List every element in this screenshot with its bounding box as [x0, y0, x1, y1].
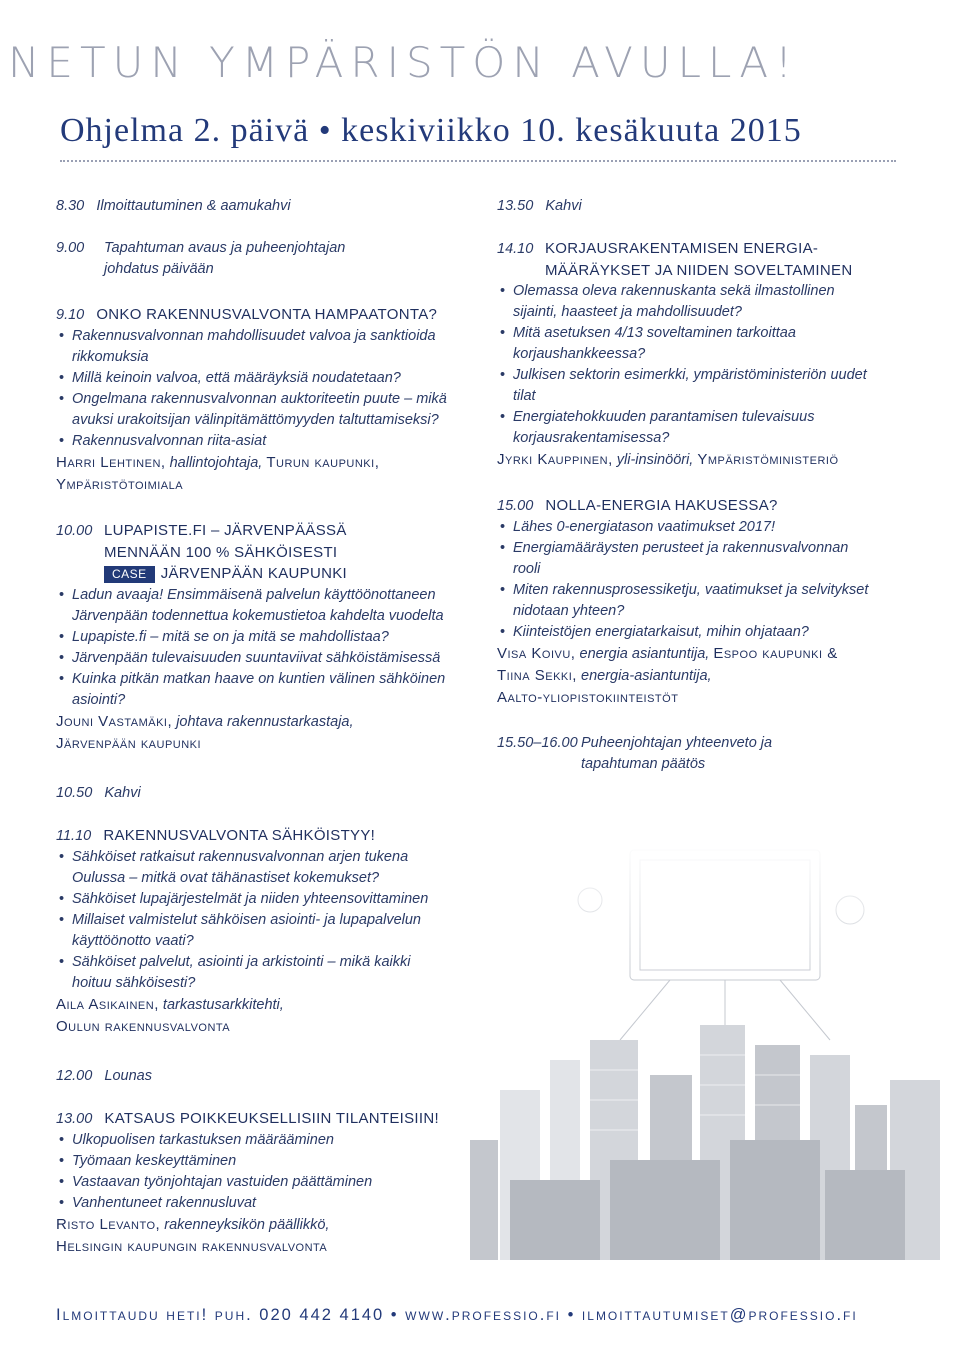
session-1000: [56, 520, 476, 755]
speaker-name: Aila Asikainen,: [56, 996, 159, 1013]
slot-1350: [497, 196, 897, 238]
slot-time: 13.50: [497, 198, 534, 214]
list-item: • Millaiset valmistelut sähköisen asiointi- ja lupapalvelun käyttöönotto vaati?: [56, 910, 446, 952]
speaker: [497, 643, 897, 709]
slot-text: Kahvi: [545, 198, 582, 214]
session-bullets: [56, 585, 476, 711]
speaker-org: Järvenpään kaupunki: [56, 735, 202, 752]
speaker-org: Oulun rakennusvalvonta: [56, 1018, 231, 1035]
speaker-name: Risto Levanto,: [56, 1216, 161, 1233]
city-skyline-svg: [470, 840, 960, 1260]
dotted-divider: [60, 160, 896, 162]
list-item: • Kuinka pitkän matkan haave on kuntien välinen sähköinen asiointi?: [56, 669, 476, 711]
list-item: • Työmaan keskeyttäminen: [56, 1151, 476, 1172]
session-title-line1: LUPAPISTE.FI – JÄRVENPÄÄSSÄ: [104, 522, 347, 539]
speaker: [56, 452, 476, 496]
list-item: • Kiinteistöjen energiatarkaisut, mihin ohjataan?: [497, 622, 877, 643]
session-bullets: [497, 517, 877, 643]
session-title: KATSAUS POIKKEUKSELLISIIN TILANTEISIIN!: [104, 1110, 439, 1127]
list-item: • Ongelmana rakennusvalvonnan auktoriteetin puute – mikä avuksi urakoitsijan välinpitämättömyyden taltuttamiseksi?: [56, 389, 476, 431]
slot-text: Lounas: [104, 1068, 152, 1084]
speaker-name: Jouni Vastamäki,: [56, 713, 173, 730]
session-bullets: [56, 326, 476, 452]
session-0910: [56, 304, 476, 496]
list-item: • Vastaavan työnjohtajan vastuiden päättäminen: [56, 1172, 476, 1193]
speaker-org: Turun kaupunki, Ympäristötoimiala: [56, 454, 380, 493]
slot-0830: [56, 196, 476, 238]
list-item: • Sähköiset palvelut, asiointi ja arkistointi – mikä kaikki hoituu sähköisesti?: [56, 952, 446, 994]
session-title-line2: MENNÄÄN 100 % SÄHKÖISESTI: [104, 544, 338, 561]
slot-text: Puheenjohtajan yhteenveto ja tapahtuman päätös: [581, 735, 773, 772]
list-item: • Julkisen sektorin esimerkki, ympäristöministeriön uudet tilat: [497, 365, 867, 407]
left-column: [56, 196, 476, 1258]
list-item: • Ulkopuolisen tarkastuksen määrääminen: [56, 1130, 476, 1151]
list-item: • Sähköiset ratkaisut rakennusvalvonnan arjen tukena Oulussa – mitkä ovat tähänastiset kokemukset?: [56, 847, 446, 889]
session-time: 10.00: [56, 523, 93, 539]
slot-time: 12.00: [56, 1068, 93, 1084]
speaker-name: Visa Koivu,: [497, 645, 576, 662]
list-item: • Rakennusvalvonnan mahdollisuudet valvoa ja sanktioida rikkomuksia: [56, 326, 476, 368]
case-organization: JÄRVENPÄÄN KAUPUNKI: [160, 565, 347, 582]
session-title: ONKO RAKENNUSVALVONTA HAMPAATONTA?: [96, 306, 438, 323]
session-1500: [497, 495, 897, 709]
case-badge: CASE: [104, 566, 155, 583]
session-bullets: [56, 1130, 476, 1214]
list-item: • Sähköiset lupajärjestelmät ja niiden yhteensovittaminen: [56, 889, 446, 910]
session-title-line2: MÄÄRÄYKSET JA NIIDEN SOVELTAMINEN: [545, 262, 853, 279]
speaker-role: energia asiantuntija,: [579, 646, 710, 662]
slot-time: 8.30: [56, 198, 85, 214]
session-time: 15.00: [497, 498, 534, 514]
slot-time: 15.50–16.00: [497, 735, 578, 751]
list-item: • Vanhentuneet rakennusluvat: [56, 1193, 476, 1214]
list-item: • Lupapiste.fi – mitä se on ja mitä se mahdollistaa?: [56, 627, 476, 648]
speaker-name: Harri Lehtinen,: [56, 454, 166, 471]
speaker-name: Tiina Sekki,: [497, 667, 577, 684]
list-item: • Miten rakennusprosessiketju, vaatimukset ja selvitykset nidotaan yhteen?: [497, 580, 877, 622]
slot-time: 9.00: [56, 240, 85, 256]
list-item: • Energiamääräysten perusteet ja rakennusvalvonnan rooli: [497, 538, 877, 580]
list-item: • Järvenpään tulevaisuuden suuntaviivat sähköistämisessä: [56, 648, 476, 669]
speaker-org: Espoo kaupunki &: [713, 645, 838, 662]
session-time: 11.10: [56, 828, 92, 844]
slot-text: Kahvi: [104, 785, 141, 801]
session-bullets: [497, 281, 867, 449]
slot-1200: [56, 1066, 476, 1108]
page-title: NETUN YMPÄRISTÖN AVULLA!: [8, 38, 799, 87]
speaker-org: Helsingin kaupungin rakennusvalvonta: [56, 1238, 328, 1255]
speaker-org: Ympäristöministeriö: [697, 451, 839, 468]
session-1110: [56, 825, 476, 1038]
speaker-role: yli-insinööri,: [616, 452, 694, 468]
slot-text: Ilmoittautuminen & aamukahvi: [96, 198, 291, 214]
session-time: 14.10: [497, 241, 534, 257]
slot-time: 10.50: [56, 785, 93, 801]
session-bullets: [56, 847, 446, 994]
registration-footer: Ilmoittaudu heti! puh. 020 442 4140 • www.professio.fi • ilmoittautumiset@professio.fi: [56, 1306, 858, 1324]
city-skyline-illustration: [470, 840, 960, 1260]
speaker-role: tarkastusarkkitehti,: [162, 997, 284, 1013]
session-title-line1: KORJAUSRAKENTAMISEN ENERGIA-: [545, 240, 819, 257]
speaker-role: hallintojohtaja,: [169, 455, 263, 471]
list-item: • Lähes 0-energiatason vaatimukset 2017!: [497, 517, 877, 538]
speaker-name: Jyrki Kauppinen,: [497, 451, 613, 468]
speaker: [56, 711, 476, 755]
speaker-role: rakenneyksikön päällikkö,: [164, 1217, 330, 1233]
session-time: 9.10: [56, 307, 85, 323]
session-time: 13.00: [56, 1111, 93, 1127]
list-item: • Mitä asetuksen 4/13 soveltaminen tarkoittaa korjaushankkeessa?: [497, 323, 867, 365]
session-1300: [56, 1108, 476, 1258]
speaker-org: Aalto-yliopistokiinteistöt: [497, 689, 679, 706]
speaker: [56, 994, 476, 1038]
slot-text: Tapahtuman avaus ja puheenjohtajan johdatus päivään: [104, 240, 346, 277]
slot-0900: [56, 238, 476, 304]
list-item: • Olemassa oleva rakennuskanta sekä ilmastollinen sijainti, haasteet ja mahdollisuudet?: [497, 281, 867, 323]
speaker: [56, 1214, 476, 1258]
list-item: • Millä keinoin valvoa, että määräyksiä noudatetaan?: [56, 368, 476, 389]
speaker-role: johtava rakennustarkastaja,: [176, 714, 354, 730]
slot-1550: [497, 733, 897, 775]
list-item: • Ladun avaaja! Ensimmäisenä palvelun käyttöönottaneen Järvenpään todennettua kokemustietoa kahdelta vuodelta: [56, 585, 476, 627]
slot-1050: [56, 783, 476, 825]
speaker: [497, 449, 897, 471]
right-column: [497, 196, 897, 775]
session-title: NOLLA-ENERGIA HAKUSESSA?: [545, 497, 778, 514]
list-item: • Rakennusvalvonnan riita-asiat: [56, 431, 476, 452]
list-item: • Energiatehokkuuden parantamisen tulevaisuus korjausrakentamisessa?: [497, 407, 867, 449]
speaker-role: energia-asiantuntija,: [581, 668, 712, 684]
program-subtitle: Ohjelma 2. päivä • keskiviikko 10. kesäkuuta 2015: [60, 112, 802, 149]
session-1410: [497, 238, 897, 471]
session-title: RAKENNUSVALVONTA SÄHKÖISTYY!: [103, 827, 376, 844]
